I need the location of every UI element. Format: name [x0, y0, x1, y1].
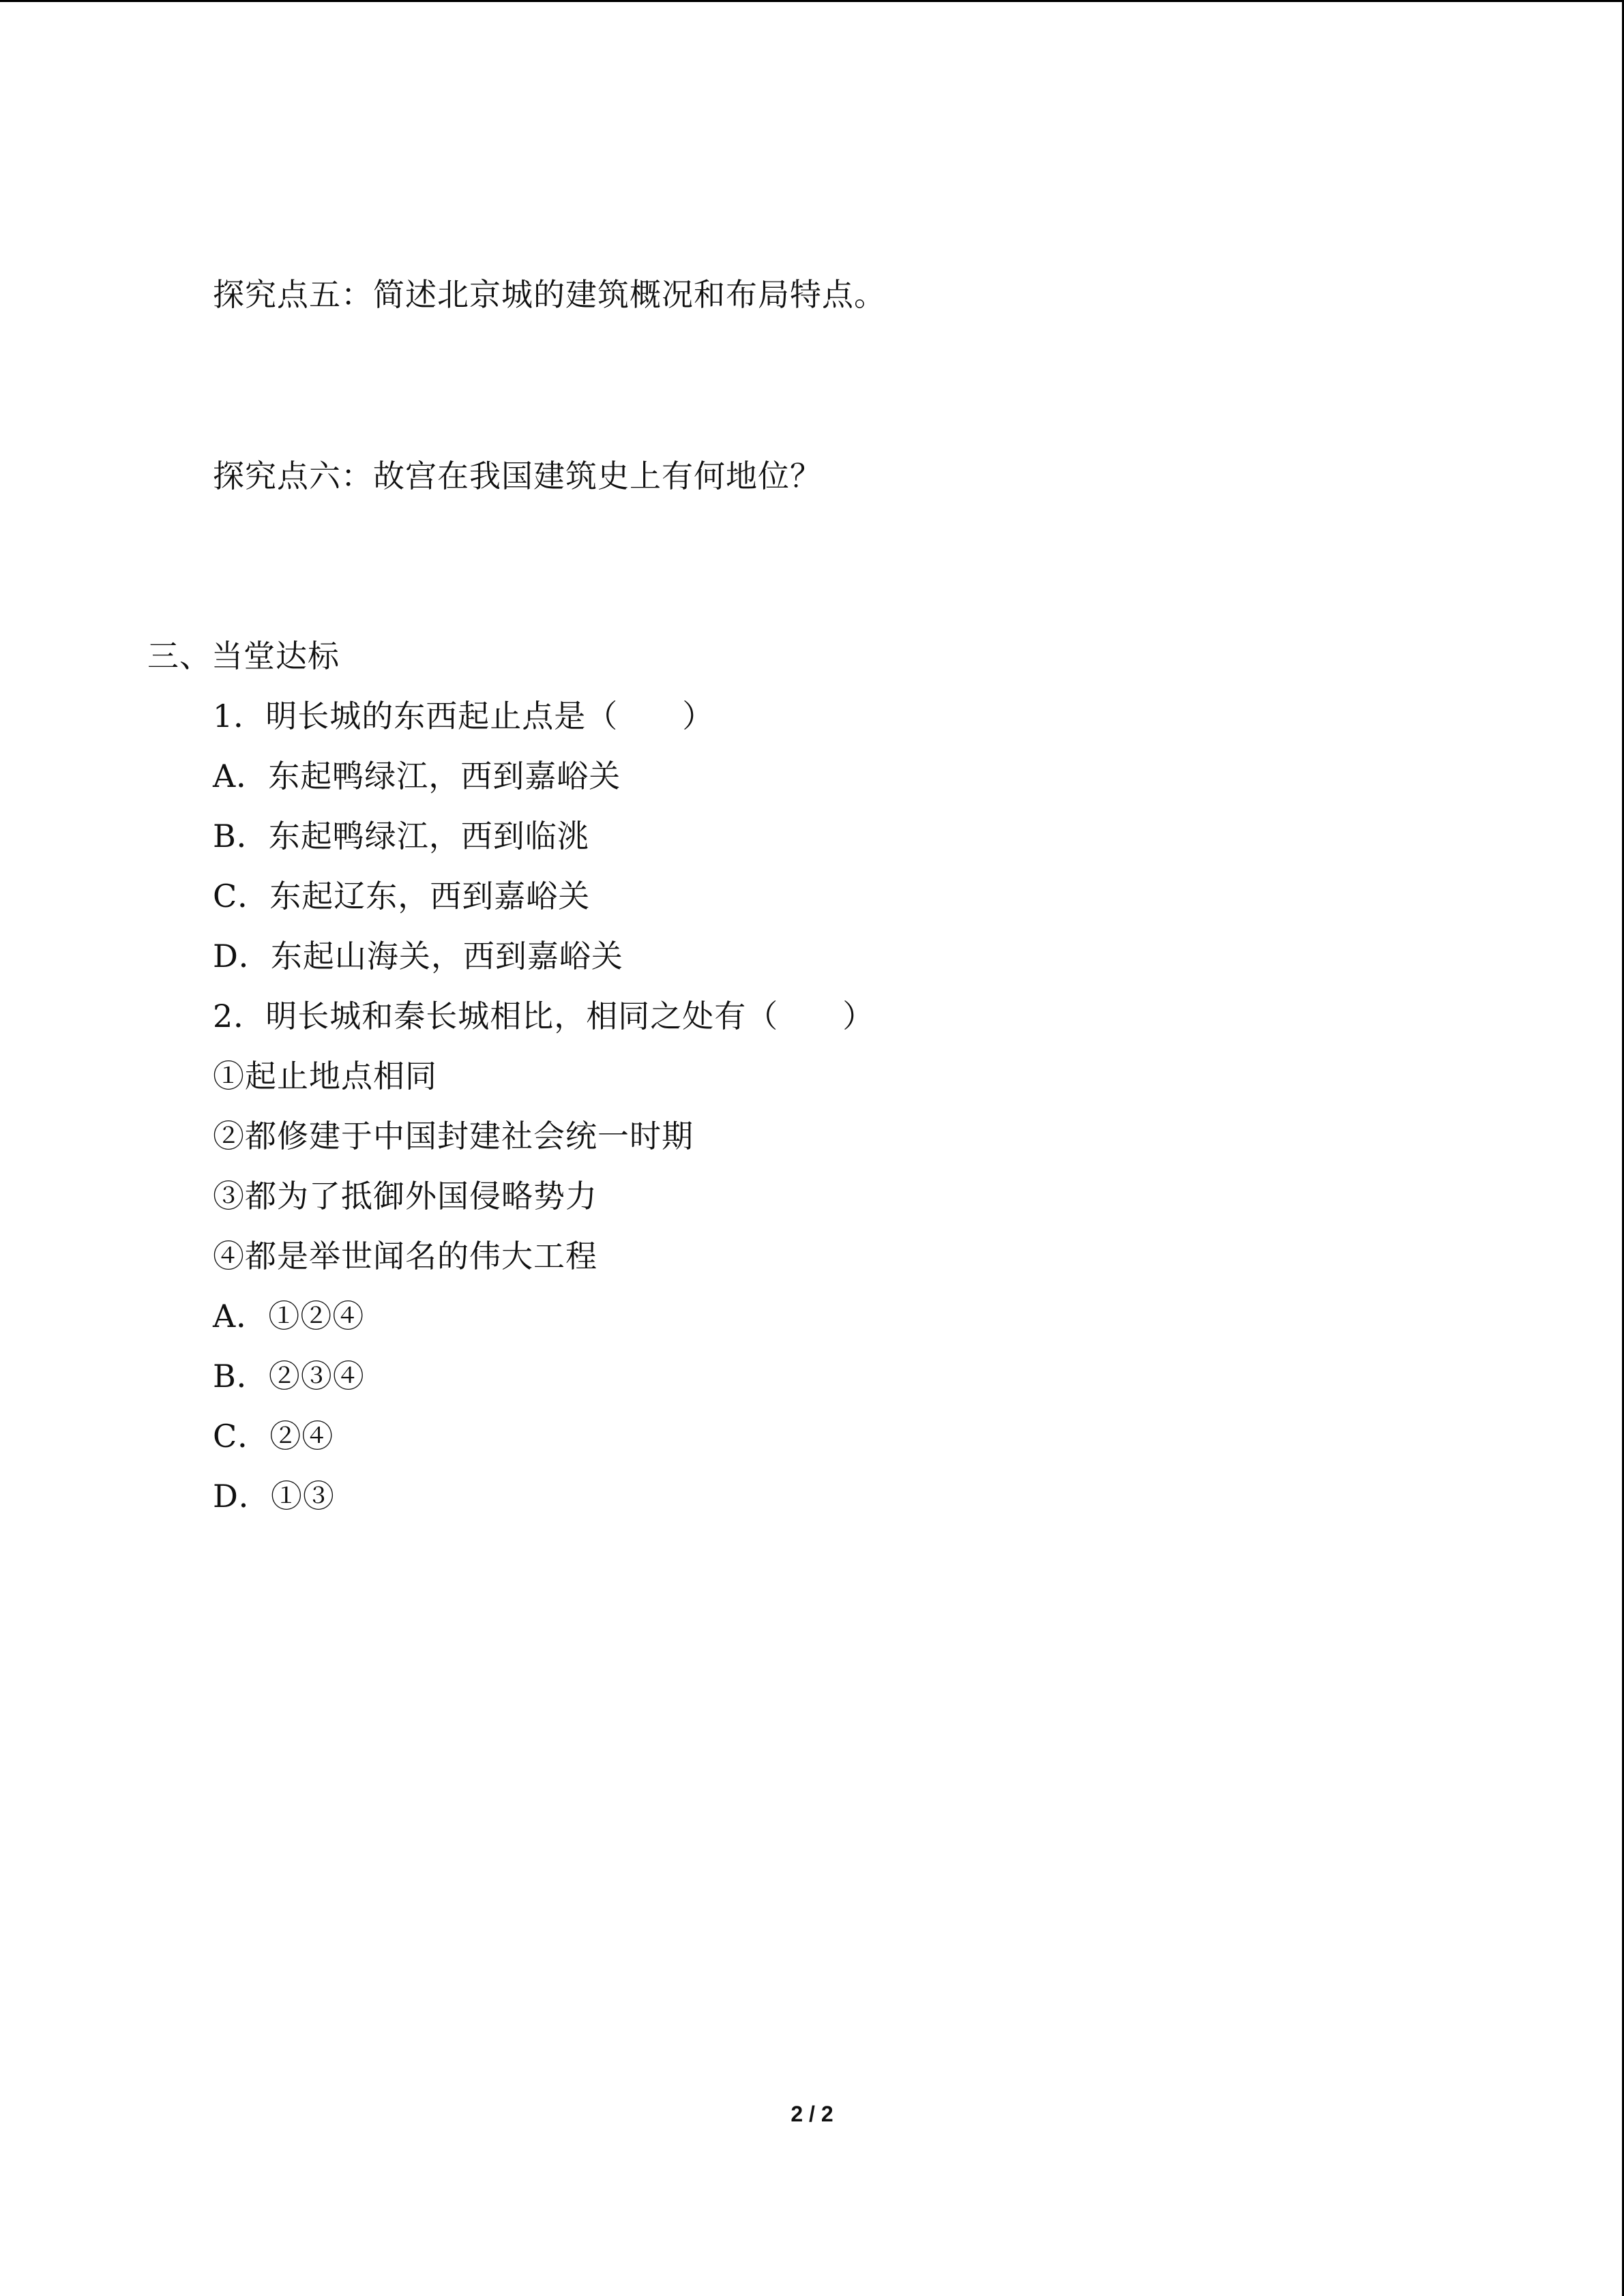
question-2-statement-4: ④都是举世闻名的伟大工程: [213, 1238, 597, 1274]
explore-point-5: 探究点五：简述北京城的建筑概况和布局特点。: [213, 276, 886, 313]
question-2-option-c: C．②④: [213, 1418, 334, 1455]
question-1-option-a: A．东起鸭绿江，西到嘉峪关: [213, 758, 621, 794]
question-1-stem: 1．明长城的东西起止点是（ ）: [213, 698, 715, 734]
question-1-option-d: D．东起山海关，西到嘉峪关: [213, 938, 623, 974]
question-2-statement-3: ③都为了抵御外国侵略势力: [213, 1178, 597, 1214]
question-2-statement-2: ②都修建于中国封建社会统一时期: [213, 1118, 694, 1154]
explore-point-6: 探究点六：故宫在我国建筑史上有何地位？: [213, 458, 822, 494]
question-1-option-c: C．东起辽东，西到嘉峪关: [213, 878, 591, 914]
page-number: 2 / 2: [791, 2102, 833, 2126]
section-3-heading: 三、当堂达标: [147, 638, 340, 674]
question-2-option-a: A．①②④: [213, 1298, 365, 1335]
question-2-option-b: B．②③④: [213, 1358, 365, 1395]
question-1-option-b: B．东起鸭绿江，西到临洮: [213, 818, 589, 854]
page-border-top: [0, 0, 1624, 2]
question-2-stem: 2．明长城和秦长城相比，相同之处有（ ）: [213, 998, 875, 1034]
question-2-option-d: D．①③: [213, 1478, 335, 1515]
question-2-statement-1: ①起止地点相同: [213, 1058, 437, 1094]
